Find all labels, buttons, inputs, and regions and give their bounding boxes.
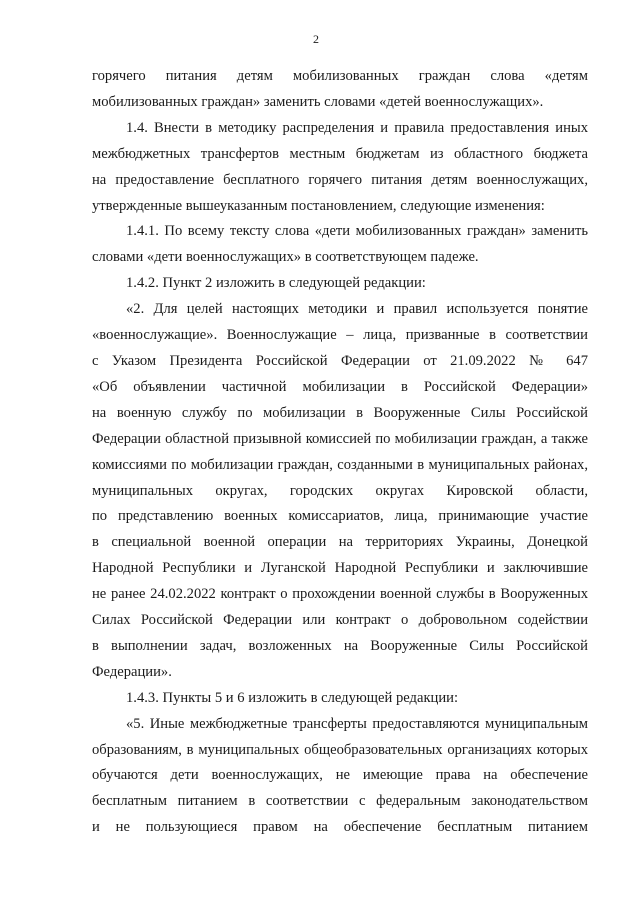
body-text-line: 1.4.1. По всему тексту слова «дети мобилизованных граждан» заменить xyxy=(126,223,588,240)
body-text-line: Федерации областной призывной комиссией по мобилизации граждан, а также xyxy=(92,430,588,447)
body-text-line: обучаются дети военнослужащих, не имеющие права на обеспечение xyxy=(92,767,588,784)
body-text-line: межбюджетных трансфертов местным бюджетам из областного бюджета xyxy=(92,145,588,162)
body-text-line: словами «дети военнослужащих» в соответствующем падеже. xyxy=(92,249,479,266)
body-text-line: образованиям, в муниципальных общеобразовательных организациях которых xyxy=(92,741,588,758)
body-text-line: «5. Иные межбюджетные трансферты предоставляются муниципальным xyxy=(126,715,588,732)
body-text-line: утвержденные вышеуказанным постановлением, следующие изменения: xyxy=(92,197,545,214)
body-text-line: комиссиями по мобилизации граждан, созданными в муниципальных районах, xyxy=(92,456,588,473)
body-text-line: не ранее 24.02.2022 контракт о прохождении военной службы в Вооруженных xyxy=(92,586,588,603)
body-text-line: «военнослужащие». Военнослужащие – лица, призванные в соответствии xyxy=(92,327,588,344)
body-text-line: горячего питания детям мобилизованных граждан слова «детям xyxy=(92,68,588,84)
body-text-line: 1.4. Внести в методику распределения и правила предоставления иных xyxy=(126,119,588,136)
body-text-line: по представлению военных комиссариатов, лица, принимающие участие xyxy=(92,508,588,525)
body-text-line: 1.4.3. Пункты 5 и 6 изложить в следующей редакции: xyxy=(126,689,459,706)
body-text-line: бесплатным питанием в соответствии с федеральным законодательством xyxy=(92,793,588,810)
body-text-line: муниципальных округах, городских округах Кировской области, xyxy=(92,482,588,499)
body-text-line: на военную службу по мобилизации в Вооруженные Силы Российской xyxy=(92,404,588,421)
body-text-line: и не пользующиеся правом на обеспечение бесплатным питанием xyxy=(92,819,588,836)
body-text-line: на предоставление бесплатного горячего питания детям военнослужащих, xyxy=(92,171,588,188)
body-text-line: в специальной военной операции на территориях Украины, Донецкой xyxy=(92,534,588,551)
body-text-line: Народной Республики и Луганской Народной Республики и заключившие xyxy=(92,560,588,577)
body-text-line: мобилизованных граждан» заменить словами «детей военнослужащих». xyxy=(92,93,544,110)
body-text-line: в выполнении задач, возложенных на Вооруженные Силы Российской xyxy=(92,637,588,654)
page-number: 2 xyxy=(313,32,319,46)
body-text-line: 1.4.2. Пункт 2 изложить в следующей редакции: xyxy=(126,275,426,292)
document-body xyxy=(92,64,588,841)
body-text-line: Силах Российской Федерации или контракт о добровольном содействии xyxy=(92,612,588,629)
body-text-line: с Указом Президента Российской Федерации от 21.09.2022 № 647 xyxy=(92,352,588,369)
body-text-line: Федерации». xyxy=(92,663,172,680)
body-text-line: «2. Для целей настоящих методики и правил используется понятие xyxy=(126,301,588,318)
body-text-line: «Об объявлении частичной мобилизации в Российской Федерации» xyxy=(92,378,588,395)
